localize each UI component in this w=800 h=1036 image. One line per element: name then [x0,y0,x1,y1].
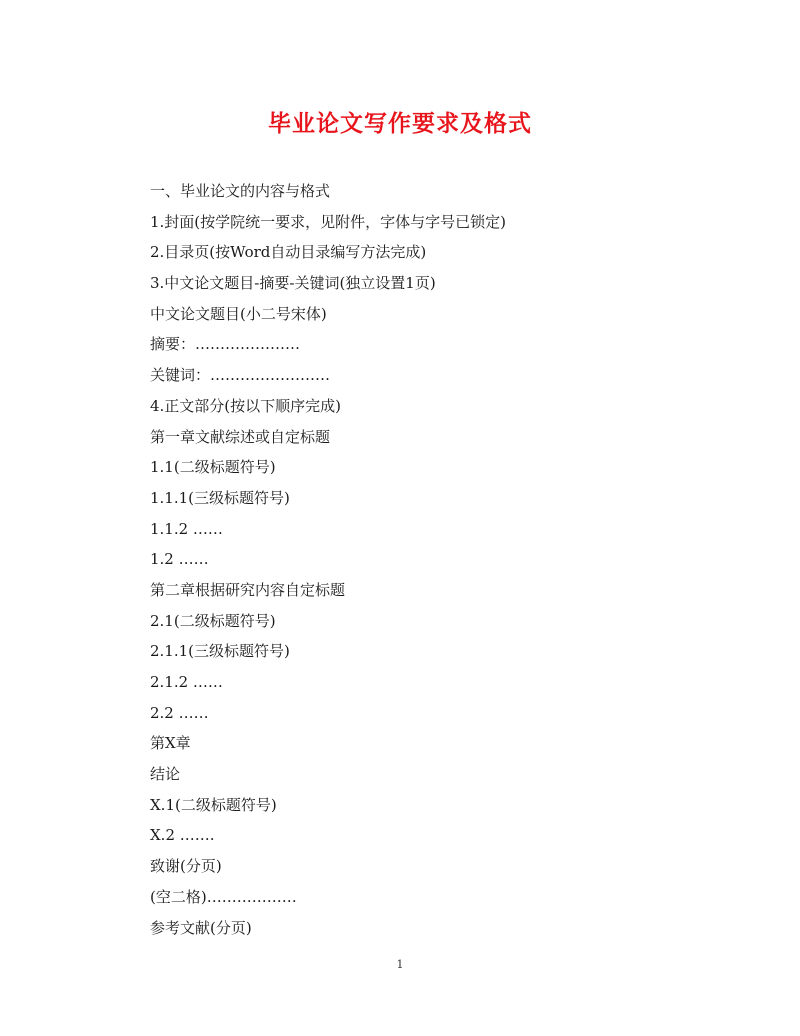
text-line: 参考文献(分页) [150,918,252,937]
text-line: 1.1.2 …… [150,519,223,538]
text-line: 1.1(二级标题符号) [150,458,276,477]
text-line: 2.1.1(三级标题符号) [150,642,290,661]
document-body [150,176,710,943]
text-line: 2.目录页(按Word自动目录编写方法完成) [150,243,427,262]
text-line: 结论 [150,765,181,784]
text-line: 1.封面(按学院统一要求，见附件，字体与字号已锁定) [150,212,507,231]
text-line: 2.1(二级标题符号) [150,611,276,630]
text-line: 2.1.2 …… [150,673,223,691]
text-line: (空二格)……………… [150,887,297,906]
text-line: 关键词：…………………… [150,366,331,385]
text-line: 1.1.1(三级标题符号) [150,488,290,507]
text-line: 中文论文题目(小二号宋体) [150,304,327,323]
section-heading: 一、毕业论文的内容与格式 [150,182,331,200]
text-line: X.2 ……. [150,826,215,845]
text-line: 1.2 …… [150,550,209,569]
text-line: 2.2 …… [150,703,209,722]
text-line: X.1(二级标题符号) [150,795,277,814]
page-number: 1 [396,958,404,971]
text-line: 第X章 [150,734,191,753]
text-line: 摘要：………………… [150,335,301,354]
text-line: 3.中文论文题目-摘要-关键词(独立设置1页) [150,274,436,293]
text-line: 第二章根据研究内容自定标题 [150,580,346,599]
text-line: 第一章文献综述或自定标题 [150,427,331,446]
text-line: 4.正文部分(按以下顺序完成) [150,396,342,415]
document-title: 毕业论文写作要求及格式 [268,110,532,137]
text-line: 致谢(分页) [150,857,222,876]
